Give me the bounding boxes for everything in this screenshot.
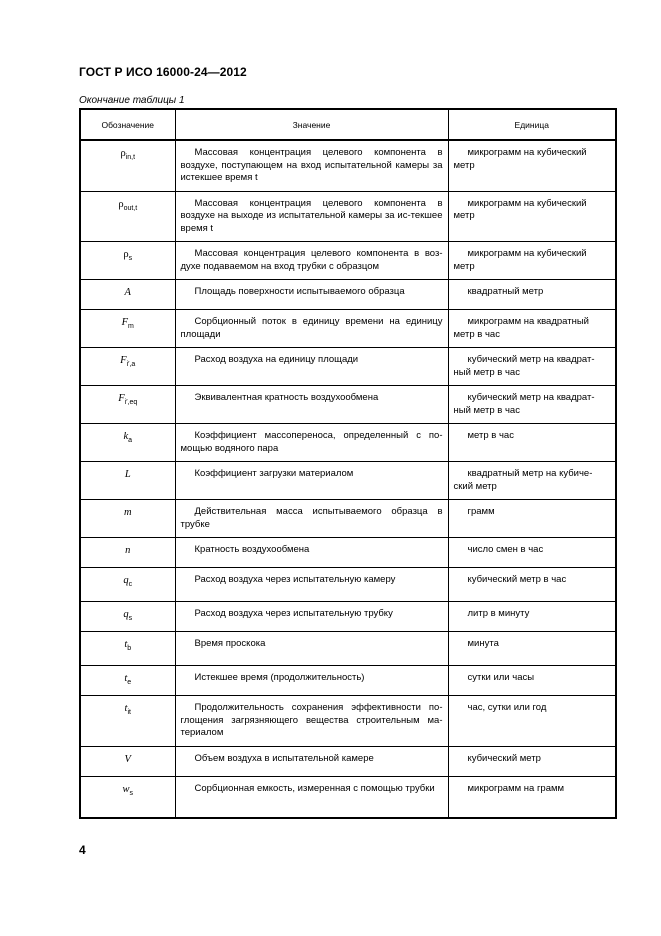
symbol-cell (80, 602, 175, 632)
table-row (80, 140, 616, 191)
table-row (80, 602, 616, 632)
meaning-text: Площадь поверхности испытываемого образца (194, 286, 405, 297)
unit-text: литр в минуту (467, 608, 530, 619)
column-header-meaning: Значение (175, 109, 448, 140)
symbol-cell (80, 632, 175, 666)
table-row (80, 386, 616, 424)
meaning-text: Коэффициент загрузки материалом (194, 468, 354, 479)
unit-cell (448, 191, 616, 242)
symbol-subscript: e (127, 679, 132, 687)
unit-text: квадратный метр (467, 286, 544, 297)
meaning-text: Сорбционная емкость, измеренная с помощью трубки (194, 782, 435, 794)
table-row (80, 632, 616, 666)
symbol-subscript: m (128, 323, 134, 331)
unit-text: число смен в час (467, 544, 544, 555)
table-row (80, 538, 616, 568)
symbol-cell (80, 746, 175, 776)
unit-cell (448, 462, 616, 500)
symbols-table (79, 108, 617, 819)
unit-cell (448, 776, 616, 818)
symbol-cell (80, 568, 175, 602)
meaning-cell (175, 191, 448, 242)
symbol-base: L (124, 469, 131, 480)
symbol-cell (80, 191, 175, 242)
meaning-cell (175, 348, 448, 386)
table-row (80, 310, 616, 348)
unit-text: метр в час (467, 430, 514, 441)
column-header-symbol: Обозначение (80, 109, 175, 140)
table-row (80, 191, 616, 242)
unit-cell (448, 602, 616, 632)
table-row (80, 348, 616, 386)
unit-text: квадратный метр на кубиче-ский метр (453, 468, 593, 492)
unit-cell (448, 632, 616, 666)
symbol-base: t (124, 639, 128, 650)
meaning-text: Действительная масса испытываемого образца в трубке (180, 506, 443, 530)
symbol-cell (80, 500, 175, 538)
unit-text: кубический метр на квадрат-ный метр в час (453, 392, 595, 416)
symbol-cell (80, 776, 175, 818)
meaning-text: Истекшее время (продолжительность) (194, 672, 365, 683)
meaning-cell (175, 386, 448, 424)
symbol-base: F (121, 317, 129, 328)
symbol-base: m (123, 507, 132, 518)
unit-cell (448, 386, 616, 424)
unit-cell (448, 424, 616, 462)
table-row (80, 666, 616, 696)
symbol-cell (80, 140, 175, 191)
symbol-base: ρ (118, 198, 124, 210)
meaning-text: Кратность воздухообмена (194, 544, 310, 555)
meaning-text: Коэффициент массопереноса, определенный с по-мощью водяного пара (180, 430, 443, 454)
meaning-text: Расход воздуха на единицу площади (194, 354, 359, 365)
unit-cell (448, 568, 616, 602)
table-row (80, 568, 616, 602)
meaning-text: Эквивалентная кратность воздухообмена (194, 392, 379, 403)
symbol-subscript: s (128, 615, 133, 623)
meaning-cell (175, 696, 448, 747)
standard-title: ГОСТ Р ИСО 16000-24—2012 (79, 65, 247, 79)
unit-text: час, сутки или год (467, 702, 547, 713)
meaning-cell (175, 310, 448, 348)
symbol-cell (80, 280, 175, 310)
table-row (80, 462, 616, 500)
meaning-cell (175, 776, 448, 818)
unit-cell (448, 746, 616, 776)
table-caption: Окончание таблицы 1 (79, 95, 185, 106)
meaning-text: Объем воздуха в испытательной камере (194, 752, 374, 764)
unit-cell (448, 666, 616, 696)
table-row (80, 776, 616, 818)
table-row (80, 500, 616, 538)
unit-text: минута (467, 638, 499, 649)
table-row (80, 746, 616, 776)
unit-text: кубический метр в час (467, 574, 567, 585)
unit-text: сутки или часы (467, 672, 535, 683)
meaning-cell (175, 538, 448, 568)
symbol-base: V (124, 753, 131, 765)
meaning-text: Массовая концентрация целевого компонента в воздухе, поступающем на вход испытательной камеры за истекшее время t (180, 147, 443, 183)
symbol-base: q (123, 609, 129, 620)
meaning-cell (175, 500, 448, 538)
unit-cell (448, 696, 616, 747)
table-row (80, 696, 616, 747)
symbol-cell (80, 310, 175, 348)
symbol-base: A (124, 287, 131, 298)
symbol-base: k (123, 431, 129, 442)
symbol-cell (80, 242, 175, 280)
meaning-cell (175, 462, 448, 500)
unit-cell (448, 310, 616, 348)
meaning-cell (175, 746, 448, 776)
symbol-cell (80, 348, 175, 386)
symbol-subscript: i′,eq (124, 399, 138, 407)
unit-cell (448, 242, 616, 280)
meaning-text: Массовая концентрация целевого компонента в воздухе на выходе из испытательной камеры за ис-текшее время t (180, 197, 443, 234)
symbol-base: t (124, 703, 128, 714)
symbol-base: ρ (123, 249, 129, 260)
meaning-text: Массовая концентрация целевого компонента в воз-духе подаваемом на вход трубки с образцом (180, 248, 443, 272)
symbol-base: F (120, 355, 127, 366)
symbol-subscript: out,t (123, 204, 138, 212)
meaning-text: Продолжительность сохранения эффективности по-глощения загрязняющего вещества строительным ма-териалом (180, 702, 443, 738)
unit-cell (448, 140, 616, 191)
symbol-base: n (125, 545, 131, 556)
symbol-cell (80, 666, 175, 696)
symbol-cell (80, 424, 175, 462)
unit-text: микрограмм на кубический метр (453, 147, 587, 171)
meaning-cell (175, 280, 448, 310)
unit-text: кубический метр (467, 752, 541, 764)
meaning-cell (175, 632, 448, 666)
unit-text: микрограмм на грамм (467, 782, 565, 794)
symbol-cell (80, 386, 175, 424)
symbol-subscript: in,t (125, 154, 136, 162)
unit-cell (448, 280, 616, 310)
unit-text: микрограмм на кубический метр (453, 197, 587, 221)
symbol-base: ρ (120, 148, 126, 159)
symbol-base: w (122, 783, 130, 795)
symbol-cell (80, 696, 175, 747)
table-row (80, 242, 616, 280)
meaning-cell (175, 568, 448, 602)
table-row (80, 280, 616, 310)
symbol-subscript: a (128, 437, 133, 445)
symbol-cell (80, 538, 175, 568)
meaning-cell (175, 666, 448, 696)
symbol-base: q (123, 575, 129, 586)
symbol-subscript: it (127, 709, 131, 717)
meaning-cell (175, 242, 448, 280)
symbol-subscript: s (129, 789, 133, 797)
symbol-subscript: c (128, 581, 133, 589)
symbol-subscript: i′,a (126, 361, 136, 369)
unit-cell (448, 500, 616, 538)
unit-cell (448, 348, 616, 386)
unit-cell (448, 538, 616, 568)
unit-text: микрограмм на квадратный метр в час (453, 316, 589, 340)
meaning-cell (175, 424, 448, 462)
unit-text: грамм (467, 506, 495, 517)
symbol-cell (80, 462, 175, 500)
meaning-text: Расход воздуха через испытательную трубку (194, 608, 393, 619)
meaning-cell (175, 140, 448, 191)
symbol-base: t (124, 673, 128, 684)
page-number: 4 (79, 843, 86, 857)
symbol-subscript: b (127, 645, 132, 653)
meaning-text: Расход воздуха через испытательную камеру (194, 574, 396, 585)
table-header-row (80, 109, 616, 140)
symbol-base: F (118, 393, 125, 404)
column-header-unit: Единица (448, 109, 616, 140)
meaning-text: Время проскока (194, 638, 266, 649)
meaning-text: Сорбционный поток в единицу времени на единицу площади (180, 316, 443, 340)
unit-text: кубический метр на квадрат-ный метр в час (453, 354, 595, 378)
meaning-cell (175, 602, 448, 632)
unit-text: микрограмм на кубический метр (453, 248, 587, 272)
symbol-subscript: s (128, 255, 133, 263)
table-row (80, 424, 616, 462)
